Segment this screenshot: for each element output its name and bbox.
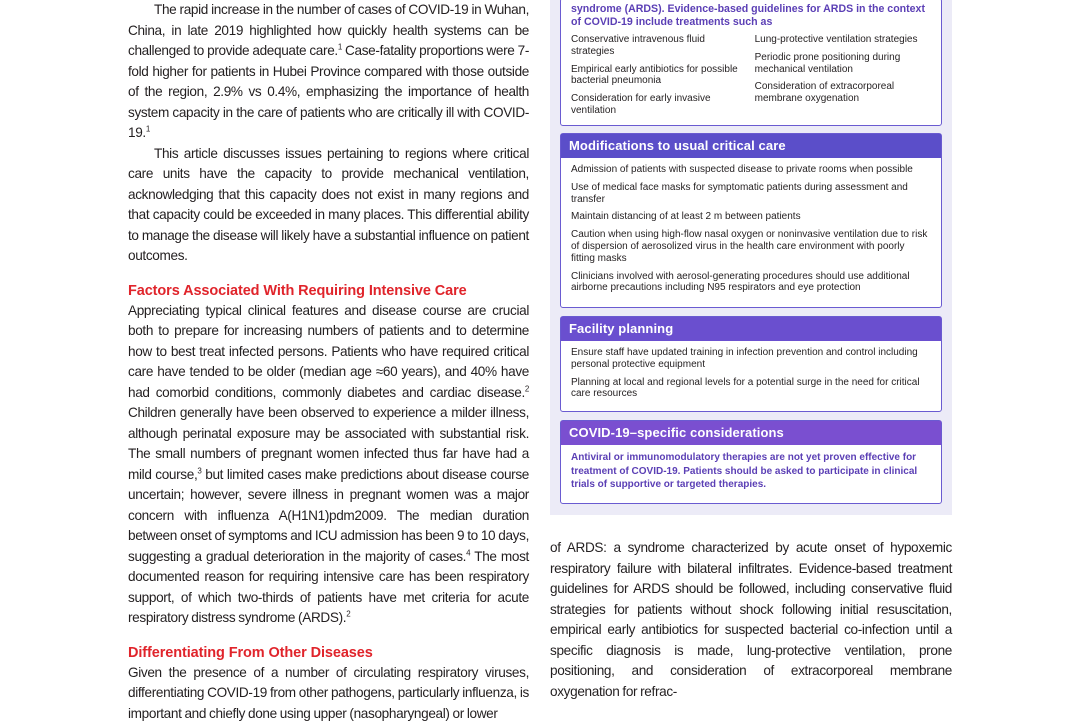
- citation: 2: [525, 384, 529, 393]
- citation: 1: [146, 124, 150, 133]
- list-item: Conservative intravenous fluid strategies: [571, 34, 747, 58]
- paragraph-differentiating: Given the presence of a number of circulating respiratory viruses, differentiating COVID-19 from other pathogens, particularly influenza, is important and chiefly done using upper (nasopharyngeal) or lower: [128, 663, 529, 724]
- section-heading-differentiating: Differentiating From Other Diseases: [128, 643, 529, 663]
- box-title: COVID-19–specific considerations: [561, 421, 941, 445]
- sidebar-panel: [550, 0, 952, 515]
- box-critical-care-modifications: [560, 133, 942, 308]
- ards-treatment-lists: [571, 34, 931, 123]
- critical-care-list: [571, 164, 931, 294]
- paragraph-intro: [128, 0, 529, 144]
- list-item: Admission of patients with suspected disease to private rooms when possible: [571, 164, 931, 176]
- ards-intro-text: syndrome (ARDS). Evidence-based guidelines for ARDS in the context of COVID-19 include treatments such as: [571, 3, 931, 29]
- text: Appreciating typical clinical features and disease course are crucial both to prepare for increasing numbers of patients and to determine how to best treat infected persons. Patients who have required critical care have tended to be older (median age ≈60 years), and 40% have had comorbid conditions, commonly diabetes and cardiac disease.: [128, 303, 529, 400]
- text: The rapid increase in the number of cases of COVID-19 in Wuhan, China, in late 2019 highlighted how quickly health systems can be challenged to provide adequate care.: [128, 2, 529, 58]
- paragraph-scope: This article discusses issues pertaining to regions where critical care units have the capacity to provide mechanical ventilation, acknowledging that this capacity does not exist in many regions and that capacity could be exceeded in many places. This differential ability to manage the disease will likely have a substantial influence on patient outcomes.: [128, 144, 529, 267]
- citation: 4: [466, 548, 470, 557]
- list-item: Planning at local and regional levels for a potential surge in the need for critical care resources: [571, 377, 931, 401]
- text: but limited cases make predictions about disease course uncertain; however, severe illness in pregnant women was a major concern with influenza A(H1N1)pdm2009. The median duration between onset of symptoms and ICU admission has been 9 to 10 days, suggesting a gradual deterioration in the majority of cases.: [128, 467, 529, 564]
- citation: 3: [197, 466, 201, 475]
- paragraph-ards: of ARDS: a syndrome characterized by acute onset of hypoxemic respiratory failure with bilateral infiltrates. Evidence-based treatment guidelines for ARDS should be followed, including conservative fluid strategies for patients without shock following initial resuscitation, empirical early antibiotics for suspected bacterial co-infection until a specific diagnosis is made, lung-protective ventilation, prone positioning, and consideration of extracorporeal membrane oxygenation for refrac-: [550, 538, 952, 702]
- ards-list-left: [571, 34, 747, 123]
- list-item: Maintain distancing of at least 2 m between patients: [571, 211, 931, 223]
- list-item: Consideration of extracorporeal membrane oxygenation: [755, 81, 931, 105]
- box-title: Facility planning: [561, 317, 941, 341]
- facility-planning-list: [571, 347, 931, 400]
- section-heading-intensive-care: Factors Associated With Requiring Intensive Care: [128, 281, 529, 301]
- text: The most documented reason for requiring intensive care has been respiratory support, of which two-thirds of patients have met criteria for acute respiratory distress syndrome (ARDS).: [128, 549, 529, 626]
- list-item: Consideration for early invasive ventilation: [571, 93, 747, 117]
- list-item: Ensure staff have updated training in infection prevention and control including personal protective equipment: [571, 347, 931, 371]
- box-covid-specific: [560, 420, 942, 504]
- text: Children generally have been observed to experience a milder illness, although perinatal exposure may be associated with substantial risk. The small numbers of pregnant women infected thus far have had a mild course,: [128, 405, 529, 482]
- ards-list-right: [755, 34, 931, 123]
- box-title: Modifications to usual critical care: [561, 134, 941, 158]
- list-item: Periodic prone positioning during mechanical ventilation: [755, 52, 931, 76]
- left-column: [128, 0, 529, 724]
- list-item: Use of medical face masks for symptomatic patients during assessment and transfer: [571, 182, 931, 206]
- list-item: Empirical early antibiotics for possible bacterial pneumonia: [571, 64, 747, 88]
- list-item: Caution when using high-flow nasal oxygen or noninvasive ventilation due to risk of dispersion of aerosolized virus in the health care environment with poorly fitting masks: [571, 229, 931, 264]
- text: Case-fatality proportions were 7-fold higher for patients in Hubei Province compared with those outside of the region, 2.9% vs 0.4%, emphasizing the importance of health system capacity in the care of patients who are critically ill with COVID-19.: [128, 43, 529, 140]
- box-facility-planning: [560, 316, 942, 412]
- paragraph-intensive-care: [128, 301, 529, 629]
- list-item: Lung-protective ventilation strategies: [755, 34, 931, 46]
- right-column: [550, 538, 952, 702]
- citation: 1: [338, 42, 342, 51]
- box-ards-guidelines: [560, 0, 942, 126]
- list-item: Clinicians involved with aerosol-generating procedures should use additional airborne precautions including N95 respirators and eye protection: [571, 271, 931, 295]
- citation: 2: [346, 609, 350, 618]
- covid-specific-text: Antiviral or immunomodulatory therapies are not yet proven effective for treatment of COVID-19. Patients should be asked to participate in clinical trials of supportive or targeted therapies.: [571, 451, 931, 492]
